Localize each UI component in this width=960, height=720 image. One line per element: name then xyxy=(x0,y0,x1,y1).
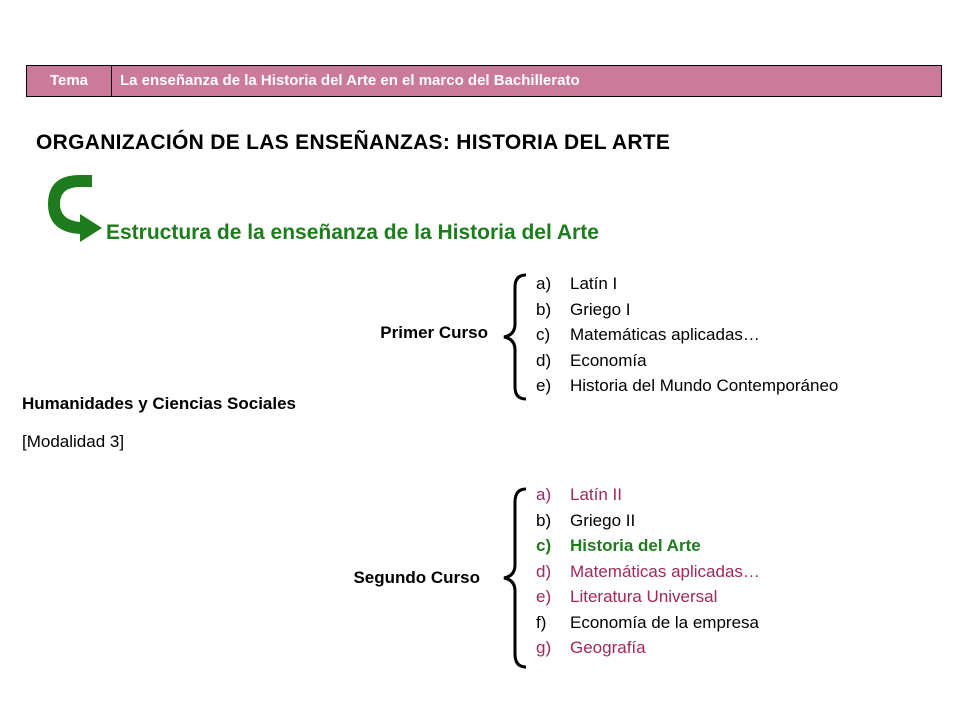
list-marker: d) xyxy=(536,350,552,370)
page-title: ORGANIZACIÓN DE LAS ENSEÑANZAS: HISTORIA DEL ARTE xyxy=(36,131,671,154)
list-item xyxy=(536,508,760,534)
list-marker: b) xyxy=(536,299,552,319)
list-text: Matemáticas aplicadas… xyxy=(570,325,760,344)
list-text: Literatura Universal xyxy=(570,587,718,606)
list-marker: e) xyxy=(536,376,552,395)
list-item xyxy=(536,533,760,559)
list-marker: d) xyxy=(536,561,552,581)
list-item xyxy=(536,322,838,348)
list-item xyxy=(536,271,838,297)
first-course-list xyxy=(536,271,838,399)
list-marker: c) xyxy=(536,536,552,555)
list-marker: a) xyxy=(536,274,552,293)
first-course-brace xyxy=(500,272,530,402)
list-text: Latín II xyxy=(570,485,622,504)
list-item xyxy=(536,373,838,399)
second-course-brace xyxy=(500,486,530,670)
list-text: Historia del Arte xyxy=(570,536,701,555)
first-course-label: Primer Curso xyxy=(380,323,488,342)
list-item xyxy=(536,559,760,585)
second-course-label: Segundo Curso xyxy=(353,568,480,587)
topic-header xyxy=(26,65,942,97)
list-text: Latín I xyxy=(570,274,618,293)
list-item xyxy=(536,584,760,610)
list-item xyxy=(536,297,838,323)
curved-arrow-icon xyxy=(40,170,110,250)
list-text: Griego I xyxy=(570,299,631,319)
list-text: Economía de la empresa xyxy=(570,612,759,632)
modality-code: [Modalidad 3] xyxy=(22,432,125,451)
list-marker: a) xyxy=(536,485,552,504)
list-text: Geografía xyxy=(570,638,646,657)
list-item xyxy=(536,610,760,636)
list-text: Economía xyxy=(570,350,647,370)
list-marker: b) xyxy=(536,510,552,530)
list-marker: e) xyxy=(536,587,552,606)
topic-label: Tema xyxy=(27,66,112,96)
list-item xyxy=(536,635,760,661)
topic-value: La enseñanza de la Historia del Arte en el marco del Bachillerato xyxy=(120,72,580,89)
list-marker: g) xyxy=(536,638,552,657)
page-subtitle: Estructura de la enseñanza de la Historia del Arte xyxy=(106,221,599,244)
list-text: Matemáticas aplicadas… xyxy=(570,561,760,581)
list-marker: f) xyxy=(536,612,547,632)
modality-name: Humanidades y Ciencias Sociales xyxy=(22,394,297,413)
list-marker: c) xyxy=(536,325,551,344)
list-text: Historia del Mundo Contemporáneo xyxy=(570,376,839,395)
list-item xyxy=(536,348,838,374)
second-course-list xyxy=(536,482,760,661)
list-text: Griego II xyxy=(570,510,636,530)
list-item xyxy=(536,482,760,508)
